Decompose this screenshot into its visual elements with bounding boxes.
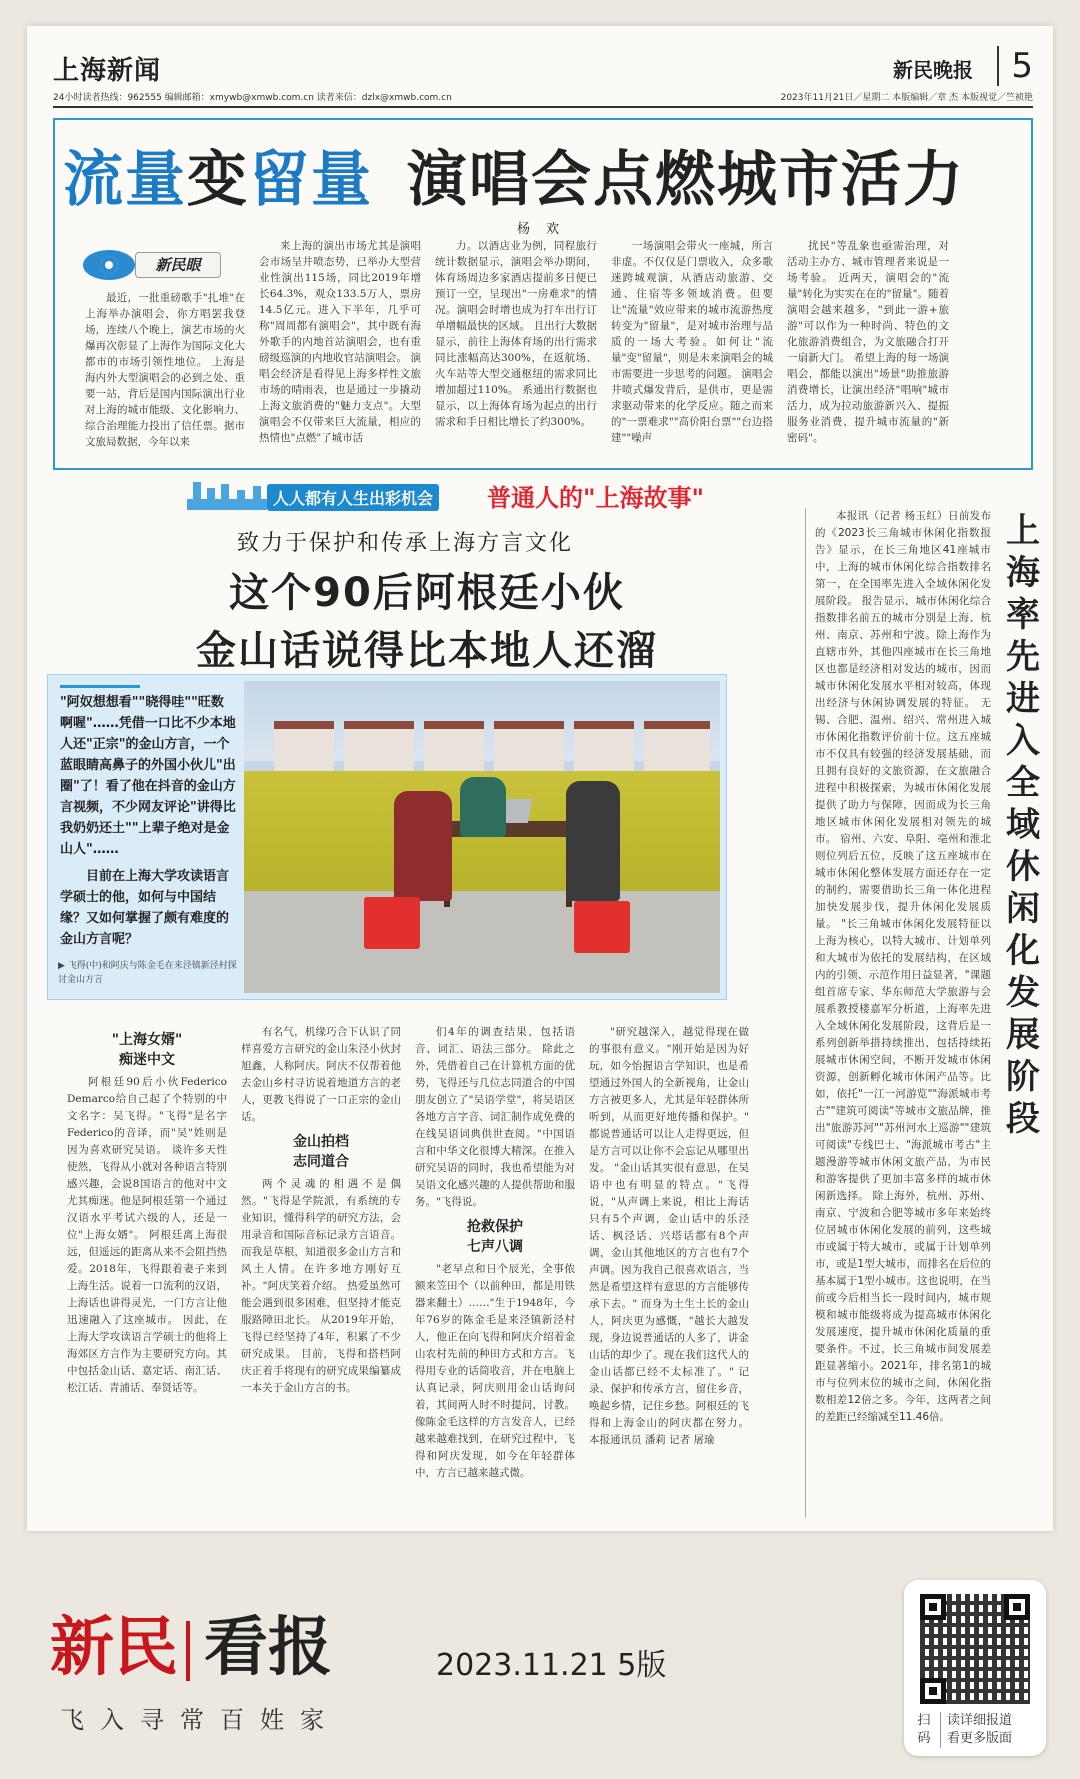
qr-finder [1004,1594,1030,1620]
paragraph: 阿根廷90后小伙Federico Demarco给自己起了个特别的中文名字：吴飞得。"飞得"是名字Federico的音译，而"吴"姓则是因为喜欢研究吴语。 谈许多天性使然，飞得从小就对各种语言特别感兴趣，会说8国语言的他对中文尤其痴迷。他是阿根廷第一个通过汉语水平考试六级的人，还是一位"上海女婿"。 阿根廷离上海很远，但遥远的距离从来不会阻挡热爱。2018年，飞得跟着妻子来到上海生活。说着一口流利的汉语，上海话也讲得灵光，一门方言让他迅速融入了这座城市。 因此，在上海大学攻读语言学硕士的他将上海郊区方言作为主要研究方向。其中包括金山话、嘉定话、南汇话、松江话、青浦话、奉贤话等。 [67,1076,227,1394]
article-column [259,238,421,460]
paragraph: 两个灵魂的相遇不是偶然。"飞得是学院派，有系统的专业知识，懂得科学的研究方法，会用录音和国际音标记录方言语音。而我是草根，知道很多金山方言和风土人情。在许多地方刚好互补。"阿庆笑着介绍。 热爱虽然可能会遇到很多困难，但坚持才能克服路障田北长。 从2019年开始，飞得已经坚持了4年，积累了不少研究成果。 目前，飞得和搭档阿庆正着手将现有的研究成果编纂成一本关于金山方言的书。 [241,1178,401,1394]
article-column [611,238,773,460]
feature-photo[interactable] [244,681,720,993]
footer-date: 2023.11.21 5版 [436,1648,667,1683]
feature-title-line: 金山话说得比本地人还溜 [196,628,658,674]
banner-left: 人人都有人生出彩机会 [267,484,439,511]
paragraph: 最近，一批重磅歌手"扎堆"在上海举办演唱会，你方唱罢我登场，连续八个晚上，演艺市场的火爆再次彰显了上海作为国际文化大都市的市场引领性地位。 上海是海内外大型演唱会的必到之处、重要一站，背后是国内国际演出行业对上海的城市能级、文化影响力、综合治理能力投出了信任票。据市文旅局数据，今年以来 [85,292,245,448]
feature-crosshead: 抢救保护 七声八调 [467,1219,523,1255]
paragraph: "老早点和日个辰光，全事侬额来笠田个（以前种田，都是用铁器来翻土）……"生于1948年，今年76岁的陈金毛是来泾镇新泾村人，他正在向飞得和阿庆介绍着金山农村先前的种田方式和方言。飞得用专业的话筒收音，并在电脑上认真记录，阿庆则用金山话询问着，其间两人时不时提问，讨教。 像陈金毛这样的方言发音人，已经越来越难找到，在研究过程中，飞得和阿庆发现，如今在年轻群体中，方言已越来越式微。 [415,1263,575,1479]
feature-column [241,1024,401,1506]
feature-subhead: 致力于保护和传承上海方言文化 [237,531,574,556]
column-tag-label: 新民眼 [135,252,221,278]
page-header [53,44,1033,104]
feature-column [589,1024,749,1506]
qr-finder [920,1594,946,1620]
side-story-title[interactable]: 上海率先进入全域休闲化发展阶段 [1006,511,1040,1139]
article-column [435,238,597,460]
photo-house [274,721,334,771]
qr-description [940,1712,1040,1748]
byline: 杨 欢 [517,222,566,237]
photo-person [566,781,620,901]
series-banner [187,476,707,514]
feature-title[interactable] [147,564,707,680]
paragraph: 力。以酒店业为例，同程旅行统计数据显示，演唱会举办期间，体育场周边多家酒店提前多日便已预订一空，呈现出"一房难求"的情况。演唱会时增也成为打车出行订单增幅最快的区域。 且出行大数据显示，前往上海体育场的出行需求同比涨幅高达300%，在返航场、火车站等大型交通枢纽的需求同比增加超过110%。 系通出行数据也显示，以上海体育场为起点的出行需求和手日相比增长了约300%。 [435,240,597,428]
headline-part: 流量 [63,145,187,215]
skyline-icon [187,482,267,510]
header-rule [53,106,1033,108]
paragraph: 来上海的演出市场尤其是演唱会市场呈井喷态势，已举办大型营业性演出115场，同比2019年增长64.3%，观众133.5万人，票房14.5亿元。进入下半年，几乎可称"周周都有演唱会"，其中既有海外歌手的内地首站演唱会，也有重磅级巡演的内地收官站演唱会。 演唱会经济是看得见上海多样性文旅市场的晴雨表，也是通过一步撬动上海文旅消费的"魅力支点"。大型演唱会不仅带来巨大流量，相应的热情也"点燃"了城市活 [259,240,421,444]
column-tag [83,248,233,282]
photo-stool [364,897,420,949]
photo-house [494,721,564,771]
paragraph: 们4年的调查结果，包括语音、词汇、语法三部分。 除此之外，凭借着自己在计算机方面的优势，飞得还与几位志同道合的中国朋友创立了"吴语学堂"，将吴语区各地方言字音、词汇制作成免费的在线吴语词典供世查阅。"中国语言和中华文化很博大精深。在推入研究吴语的同时，我也希望能为对吴语文化感兴趣的人提供帮助和服务。"飞得说。 [415,1026,575,1208]
photo-house [644,721,710,771]
intro-paragraph: "阿奴想想看""晓得哇""旺数啊喔"……凭借一口比不少本地人还"正宗"的金山方言，一个蓝眼睛高鼻子的外国小伙儿"出圈"了！看了他在抖音的金山方言视频，不少网友评论"讲得比我奶奶还土""上辈子绝对是金山人"…… [60,695,236,857]
newspaper-page [27,26,1053,1531]
photo-house [424,721,484,771]
article-column [85,290,245,460]
qr-card[interactable] [904,1580,1046,1756]
headline-part: 演唱会点燃城市活力 [407,145,965,215]
feature-title-line: 这个90后阿根廷小伙 [229,570,625,616]
top-story[interactable] [53,118,1033,470]
qr-line: 读详细报道 [947,1713,1013,1728]
headline-part: 变 [187,145,249,215]
photo-caption: ▶ 飞得(中)和阿庆与陈金毛在来泾镇新泾村探讨金山方言 [58,961,237,985]
qr-line: 看更多版面 [947,1731,1013,1746]
footer-slogan: 飞入寻常百姓家 [60,1706,340,1734]
intro-paragraph: 目前在上海大学攻读语言学硕士的他，如何与中国结缘？又如何掌握了颇有难度的金山方言呢？ [60,869,230,947]
accent-line [60,685,140,688]
section-title: 上海新闻 [53,56,162,86]
paragraph: 扰民"等乱象也亟需治理，对活动主办方、城市管理者来说是一场考验。 近两天，演唱会的"流量"转化为实实在在的"留量"。随着演唱会越来越多，"到此一游+旅游"可以作为一种时尚、特色的文化旅游消费组合，为文旅融合打开一扇新大门。 希望上海的每一场演唱会，都能以演出"场景"助推旅游消费增长，让演出经济"唱响"城市活力，成为拉动旅游新兴入、提振服务业消费、提升城市流量的"新密码"。 [787,240,949,444]
photo-road [244,891,720,993]
paragraph: "研究越深入，越觉得现在做的事很有意义。"刚开始是因为好玩，如今怡握语言学知识，也是希望通过外国人的全新视角，让金山方言被更多人，尤其是年轻群体所听到，从而更好地传播和保护。" 都说普通话可以让人走得更远，但是方言可以让你不会忘记从哪里出发。 "金山话其实很有意思，在吴语中也有明显的特点。"飞得说，"从声调上来说，相比上海话只有5个声调，金山话中的乐泾话、枫泾话、兴塔话都有8个声调，金山其他地区的方言也有7个声调。因为我自己很喜欢语言，当然是希望这样有意思的方言能够传承下去。" 而身为土生土长的金山人，阿庆更为感慨，"越长大越发现，身边说普通话的人多了，讲金山话的却少了。现在我们这代人的金山话都已经不太标准了。" 记录、保护和传承方言，留住乡音，唤起乡情，记住乡愁。阿根廷的飞得和上海金山的阿庆都在努力。 本报通讯员 潘莉 记者 屠瑜 [589,1026,749,1446]
photo-house [344,721,414,771]
feature-crosshead: "上海女婿" 痴迷中文 [111,1032,183,1068]
logo-dark: 看报 [204,1611,332,1685]
page-number: 5 [997,46,1033,86]
feature-column [67,1024,227,1506]
edition-info: 2023年11月21日／星期二 本版编辑／章 杰 本版视觉／竺祯艳 [780,93,1033,103]
photo-person [394,791,452,901]
qr-finder [920,1678,946,1704]
paragraph: 有名气，机缘巧合下认识了同样喜爱方言研究的金山朱泾小伙封旭鑫，人称阿庆。阿庆不仅帮着他去金山乡村寻访说着地道方言的老人，更教飞得说了一口正宗的金山话。 [241,1026,401,1123]
top-headline [63,132,965,218]
qr-scan-label: 扫码 [917,1713,931,1746]
eye-icon [83,250,135,280]
article-column [787,238,949,460]
feature-crosshead: 金山拍档 志同道合 [293,1134,349,1170]
photo-person [460,777,506,837]
feature-photo-box [47,674,727,1000]
headline-part: 留量 [249,145,373,215]
banner-right: 普通人的"上海故事" [487,484,705,512]
feature-column [415,1024,575,1506]
column-divider [805,508,806,1518]
feature-intro [60,685,236,956]
side-story-text [815,508,991,1518]
photo-house [574,721,634,771]
newspaper-brand: 新民晚报 [893,58,973,82]
footer-logo [50,1596,332,1688]
logo-red: 新民 [50,1611,178,1685]
photo-stool [574,901,630,953]
paragraph: 一场演唱会带火一座城，所言非虚。不仅仅是门票收入，众多歌迷跨城观演，从酒店动旅游、交通、住宿等多领域消费。但要让"流量"效应带来的城市流游热度转变为"留量"，是对城市治理与品质的一场大考验。如何让"流量"变"留量"，则是未来演唱会的城市需要进一步思考的问题。 演唱会井喷式爆发背后，是供市，更是需求驱动带来的化学反应。随之而来的"一票难求""高价阳台票""台边搭建""噪声 [611,240,773,444]
contact-info: 24小时读者热线：962555 编辑邮箱：xmywb@xmwb.com.cn 读者来信：dzlx@xmwb.com.cn [53,93,452,103]
paragraph: 本报讯（记者 杨玉红）日前发布的《2023长三角城市休闲化指数报告》显示，在长三角地区41座城市中，上海的城市休闲化综合指数排名第一，在全国率先进入全域休闲化发展阶段。 报告显示，城市休闲化综合指数排名前五的城市分别是上海、杭州、南京、苏州和宁波。除上海作为直辖市外，其他四座城市在长三角地区也都是经济相对发达的城市，因而城市休闲化发展水平相对较高，体现出经济与休闲协调发展的特征。 无锡、合肥、温州、绍兴、常州进入城市休闲化指数评价前十位。这五座城市不仅具有较强的经济发展基础，而且拥有良好的文旅资源，在文旅融合进程中积极探索，为城市休闲化发展提供了助力与保障，因而成为长三角地区城市休闲化发展相对领先的城市。 宿州、六安、阜阳、亳州和淮北则位列后五位，反映了这五座城市在城市休闲化整体发展方面还存在一定的制约，需要借助长三角一体化进程加快发展步伐，提升休闲化发展质量。 "长三角城市休闲化发展特征以上海为核心，以特大城市、计划单列和大城市为依托的发展结构，在区域内的引领、示范作用日益显著，"课题组首席专家、华东师范大学旅游与会展系教授楼嘉军分析道，上海率先进入全域休闲化发展阶段，这背后是一系列创新举措持续推出，包括持续拓展城市休闲空间，不断开发城市休闲资源，创新孵化城市休闲产品等。比如，依托"一江一河游览""海派城市考古""建筑可阅读"等城市文旅品牌，推出"旅游苏河""苏州河水上巡游""建筑可阅读"专线巴士、"海派城市考古"主题漫游等城市休闲文旅产品，为市民和游客提供了更加丰富多样的城市休闲新选择。 除上海外，杭州、苏州、南京、宁波和合肥等城市多年来始终位居城市休闲化发展的前列，这些城市或属于特大城市，或属于计划单列市，或是1型大城市，而排名在后位的基本属于1型小城市。这也说明，在当前或今后相当长一段时间内，城市规模和城市能级将成为提高城市休闲化发展速度，提升城市休闲化质量的重要条件。不过，长三角城市间发展差距显著缩小。2021年，排名第1的城市与位列末位的城市之间，休闲化指数相差12倍之多。今年，这两者之间的差距已经缩减至11.46倍。 [815,510,991,1423]
